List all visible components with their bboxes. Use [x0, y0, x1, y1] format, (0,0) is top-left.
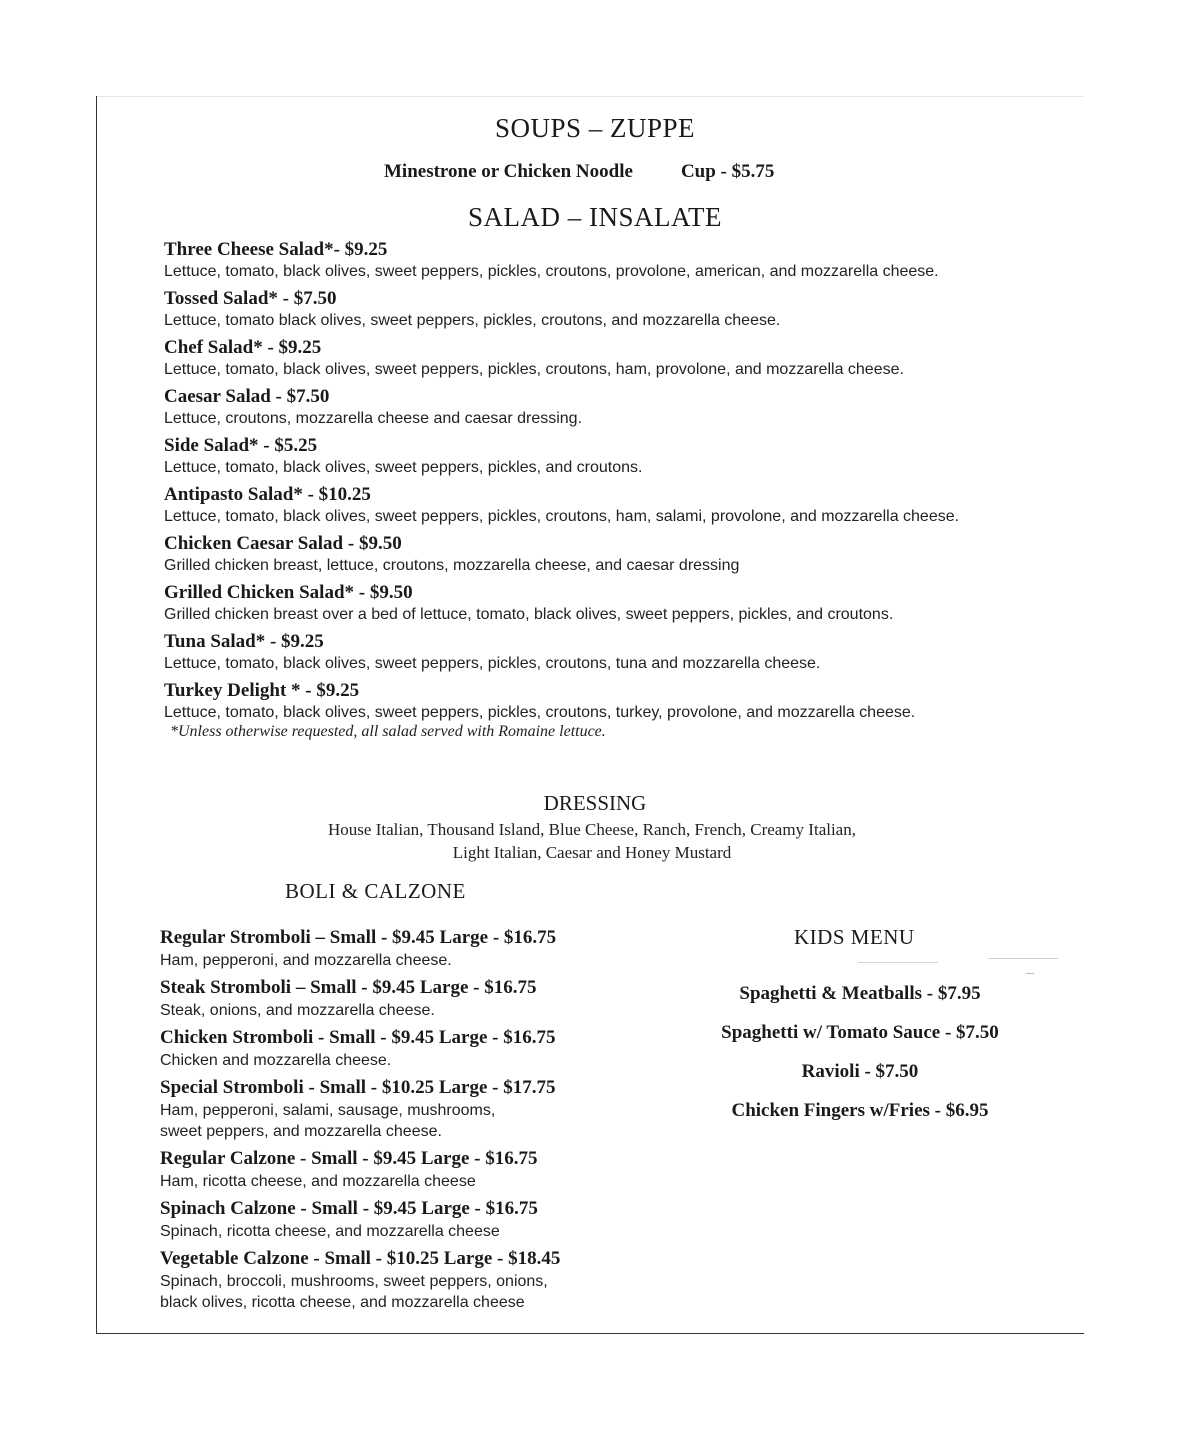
soup-line: [384, 161, 774, 183]
boli-item: [160, 1247, 680, 1313]
salad-item-name: Tuna Salad* - $9.25: [164, 631, 324, 652]
kids-menu-item: Chicken Fingers w/Fries - $6.95: [731, 1100, 989, 1121]
dressing-list-line-2: Light Italian, Caesar and Honey Mustard: [452, 843, 732, 862]
boli-item: [160, 1147, 680, 1192]
dressing-title: DRESSING: [543, 791, 647, 815]
boli-item-desc: Ham, pepperoni, salami, sausage, mushrooms,: [160, 1102, 496, 1119]
boli-calzone-title: BOLI & CALZONE: [285, 879, 466, 903]
salad-item-name: Grilled Chicken Salad* - $9.50: [164, 582, 413, 603]
boli-item: [160, 1076, 680, 1142]
salad-item: [164, 287, 1044, 331]
salad-item-desc: Grilled chicken breast, lettuce, croutons, mozzarella cheese, and caesar dressing: [164, 557, 740, 574]
soup-names: Minestrone or Chicken Noodle: [384, 161, 633, 182]
salad-item-name: Caesar Salad - $7.50: [164, 386, 330, 407]
boli-item-desc: black olives, ricotta cheese, and mozzarella cheese: [160, 1294, 525, 1311]
boli-item: [160, 926, 680, 971]
boli-item-name: Chicken Stromboli - Small - $9.45 Large - $16.75: [160, 1027, 556, 1048]
soup-price: Cup - $5.75: [680, 161, 775, 182]
boli-item-desc: Chicken and mozzarella cheese.: [160, 1052, 392, 1069]
salad-item: [164, 581, 1044, 625]
salad-item-desc: Lettuce, tomato, black olives, sweet peppers, pickles, croutons, ham, salami, provolone, and mozzarella cheese.: [164, 508, 960, 525]
boli-item-desc: Ham, ricotta cheese, and mozzarella cheese: [160, 1173, 476, 1190]
boli-item-desc: sweet peppers, and mozzarella cheese.: [160, 1123, 442, 1140]
boli-item-name: Steak Stromboli – Small - $9.45 Large - $16.75: [160, 977, 537, 998]
soups-title: SOUPS – ZUPPE: [494, 113, 696, 143]
boli-item-name: Vegetable Calzone - Small - $10.25 Large - $18.45: [160, 1248, 561, 1269]
salad-item: [164, 630, 1044, 674]
salad-item-name: Tossed Salad* - $7.50: [164, 288, 337, 309]
scan-speck: [988, 958, 1058, 959]
scan-speck: [858, 962, 938, 963]
salad-item-desc: Lettuce, tomato, black olives, sweet peppers, pickles, croutons, turkey, provolone, and mozzarella cheese.: [164, 704, 916, 721]
boli-item-desc: Ham, pepperoni, and mozzarella cheese.: [160, 952, 452, 969]
boli-item-name: Spinach Calzone - Small - $9.45 Large - $16.75: [160, 1198, 538, 1219]
boli-item-desc: Spinach, broccoli, mushrooms, sweet peppers, onions,: [160, 1273, 548, 1290]
salad-item-name: Chicken Caesar Salad - $9.50: [164, 533, 402, 554]
salad-item-name: Three Cheese Salad*- $9.25: [164, 239, 388, 260]
scan-speck: [1026, 973, 1034, 974]
salad-footnote: *Unless otherwise requested, all salad served with Romaine lettuce.: [170, 723, 606, 740]
salad-item: [164, 385, 1044, 429]
salad-item-name: Side Salad* - $5.25: [164, 435, 318, 456]
boli-item-desc: Spinach, ricotta cheese, and mozzarella cheese: [160, 1223, 500, 1240]
salad-item-name: Antipasto Salad* - $10.25: [164, 484, 371, 505]
salad-item-desc: Lettuce, tomato, black olives, sweet peppers, pickles, croutons, ham, provolone, and mozzarella cheese.: [164, 361, 904, 378]
boli-item: [160, 1026, 680, 1071]
boli-calzone-list: [160, 926, 680, 1318]
salad-item-desc: Lettuce, tomato, black olives, sweet peppers, pickles, and croutons.: [164, 459, 643, 476]
salad-item: [164, 532, 1044, 576]
kids-menu-item: Spaghetti w/ Tomato Sauce - $7.50: [721, 1022, 999, 1043]
boli-item-name: Regular Stromboli – Small - $9.45 Large - $16.75: [160, 927, 557, 948]
salad-item: [164, 434, 1044, 478]
dressing-list-line-1: House Italian, Thousand Island, Blue Cheese, Ranch, French, Creamy Italian,: [328, 820, 856, 839]
salad-item: [164, 483, 1044, 527]
kids-menu-item: Spaghetti & Meatballs - $7.95: [739, 983, 981, 1004]
salad-item-desc: Lettuce, tomato black olives, sweet peppers, pickles, croutons, and mozzarella cheese.: [164, 312, 781, 329]
boli-item-desc: Steak, onions, and mozzarella cheese.: [160, 1002, 435, 1019]
salad-item-desc: Lettuce, tomato, black olives, sweet peppers, pickles, croutons, tuna and mozzarella cheese.: [164, 655, 821, 672]
kids-menu-item: Ravioli - $7.50: [801, 1061, 919, 1082]
page-border-left: [96, 96, 97, 1334]
salad-item: [164, 679, 1044, 723]
boli-item: [160, 976, 680, 1021]
salads-title: SALAD – INSALATE: [468, 202, 722, 232]
kids-menu-title: KIDS MENU: [794, 925, 915, 949]
salad-item-desc: Grilled chicken breast over a bed of lettuce, tomato, black olives, sweet peppers, pickles, and croutons.: [164, 606, 894, 623]
boli-item-name: Special Stromboli - Small - $10.25 Large - $17.75: [160, 1077, 556, 1098]
boli-item-name: Regular Calzone - Small - $9.45 Large - $16.75: [160, 1148, 538, 1169]
salad-item: [164, 336, 1044, 380]
salad-list: [164, 238, 1044, 741]
salad-item-desc: Lettuce, croutons, mozzarella cheese and caesar dressing.: [164, 410, 583, 427]
salad-item-name: Turkey Delight * - $9.25: [164, 680, 360, 701]
page-border-top: [96, 96, 1084, 97]
page-border-bottom: [96, 1333, 1084, 1334]
boli-item: [160, 1197, 680, 1242]
salad-item-desc: Lettuce, tomato, black olives, sweet peppers, pickles, croutons, provolone, american, and mozzarella cheese.: [164, 263, 939, 280]
salad-item-name: Chef Salad* - $9.25: [164, 337, 322, 358]
salad-item: [164, 238, 1044, 282]
